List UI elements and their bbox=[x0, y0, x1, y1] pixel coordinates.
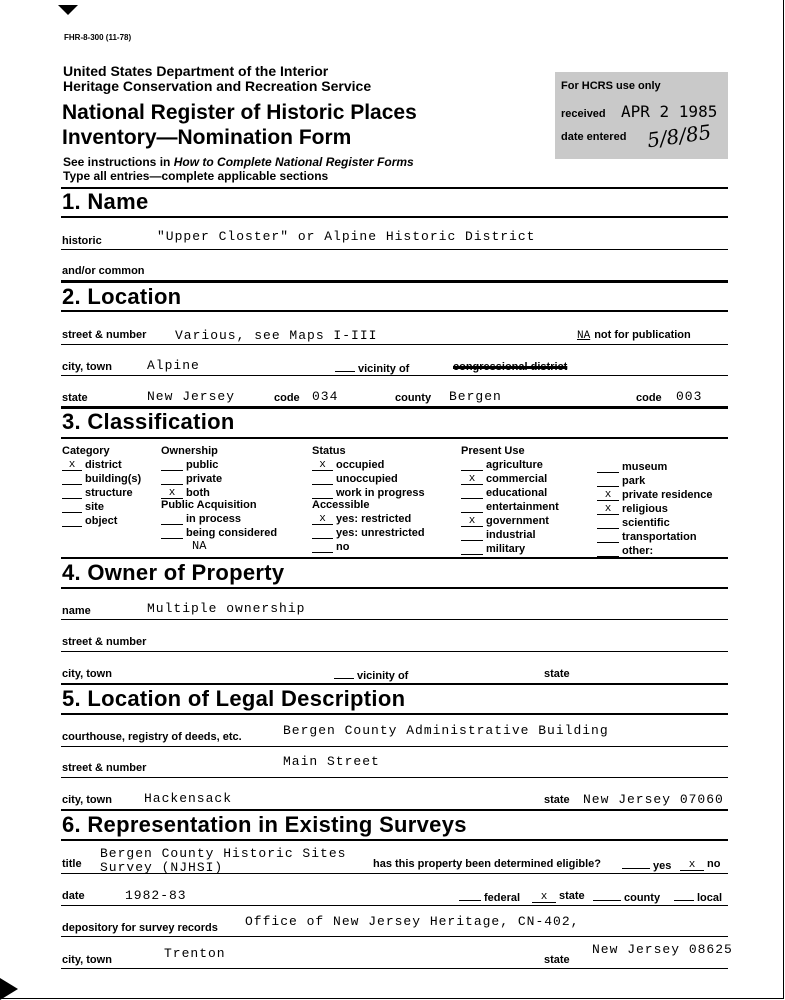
eligible-no-check: x bbox=[680, 860, 704, 871]
ownership-column bbox=[161, 445, 277, 553]
acquisition-check bbox=[161, 538, 183, 539]
present-use-check bbox=[597, 472, 619, 473]
present-use-check bbox=[461, 554, 483, 555]
survey-date-value: 1982-83 bbox=[125, 888, 187, 903]
state-code-value: 034 bbox=[312, 389, 339, 404]
present-use-option-label: museum bbox=[622, 461, 668, 473]
section4-top-rule bbox=[61, 557, 728, 559]
bottom-left-triangle-icon bbox=[0, 978, 18, 1000]
accessible-option-label: yes: restricted bbox=[336, 513, 412, 525]
category-heading: Category bbox=[62, 445, 110, 457]
nfp-label: not for publication bbox=[594, 329, 691, 341]
owner-street-rule bbox=[61, 651, 728, 652]
eligible-yes-blank bbox=[622, 858, 650, 869]
present-use-option-label: commercial bbox=[486, 473, 548, 485]
dept-line2: Heritage Conservation and Recreation Service bbox=[63, 78, 372, 94]
section6-bottom-rule bbox=[61, 839, 728, 841]
present-use-check: x bbox=[461, 516, 483, 527]
county-code-label: code bbox=[636, 392, 662, 404]
state-code-label: code bbox=[274, 392, 300, 404]
section2-top-rule bbox=[61, 281, 728, 283]
not-for-publication bbox=[577, 329, 691, 342]
present-use-check: x bbox=[597, 504, 619, 515]
category-check bbox=[62, 512, 82, 513]
location-city-value: Alpine bbox=[147, 358, 200, 373]
present-use-option[interactable] bbox=[597, 473, 713, 487]
legal-street-label: street & number bbox=[62, 762, 147, 774]
vicinity-blank bbox=[335, 361, 355, 372]
survey-state-field-label: state bbox=[544, 954, 570, 966]
survey-title-line1: Bergen County Historic Sites bbox=[100, 846, 347, 861]
form-title-line2: Inventory—Nomination Form bbox=[62, 126, 352, 149]
location-state-label: state bbox=[62, 392, 88, 404]
legal-state-value: New Jersey 07060 bbox=[583, 792, 724, 807]
county-value: Bergen bbox=[449, 389, 502, 404]
present-use-option-label: military bbox=[486, 543, 526, 555]
ownership-option[interactable] bbox=[161, 485, 277, 499]
status-column bbox=[312, 445, 425, 553]
present-use-option[interactable] bbox=[461, 527, 559, 541]
present-use-option-label: transportation bbox=[622, 531, 697, 543]
survey-date-rule bbox=[61, 905, 728, 906]
present-use-option[interactable] bbox=[597, 515, 713, 529]
stamp-entered-date: 5/8/85 bbox=[645, 119, 713, 153]
form-title-line1: National Register of Historic Places bbox=[62, 101, 417, 124]
survey-city-label: city, town bbox=[62, 954, 112, 966]
acquisition-heading: Public Acquisition bbox=[161, 499, 257, 511]
present-use-option[interactable] bbox=[461, 457, 559, 471]
present-use-option[interactable] bbox=[597, 529, 713, 543]
owner-name-rule bbox=[61, 619, 728, 620]
depository-value: Office of New Jersey Heritage, CN-402, bbox=[245, 914, 580, 929]
survey-county-blank bbox=[593, 890, 621, 901]
present-use-option-label: religious bbox=[622, 503, 668, 515]
owner-city-label: city, town bbox=[62, 668, 112, 680]
vicinity-label: vicinity of bbox=[358, 363, 410, 375]
survey-county-label: county bbox=[624, 892, 661, 904]
stamp-received-date: APR 2 1985 bbox=[621, 102, 718, 121]
section2-bottom-rule bbox=[61, 310, 728, 312]
present-use-option[interactable] bbox=[597, 543, 713, 557]
present-use-option-label: private residence bbox=[622, 489, 713, 501]
present-use-option-label: educational bbox=[486, 487, 548, 499]
historic-value: "Upper Closter" or Alpine Historic District bbox=[157, 229, 536, 244]
owner-state-label: state bbox=[544, 668, 570, 680]
instructions-line1 bbox=[63, 155, 414, 169]
category-option[interactable] bbox=[62, 485, 141, 499]
section4-title: 4. Owner of Property bbox=[62, 560, 285, 585]
location-state-value: New Jersey bbox=[147, 389, 236, 404]
section6-top-rule bbox=[61, 809, 728, 811]
section2-title: 2. Location bbox=[62, 284, 182, 309]
form-id: FHR-8-300 (11-78) bbox=[64, 33, 132, 42]
accessible-option[interactable] bbox=[312, 525, 425, 539]
acquisition-note: NA bbox=[192, 539, 207, 553]
survey-title-label: title bbox=[62, 858, 82, 870]
accessible-option[interactable] bbox=[312, 511, 425, 525]
historic-label: historic bbox=[62, 235, 102, 247]
present-use-check bbox=[461, 470, 483, 471]
survey-state[interactable] bbox=[532, 890, 585, 903]
category-check bbox=[62, 484, 82, 485]
eligible-question: has this property been determined eligible? bbox=[373, 858, 601, 870]
accessible-check: x bbox=[312, 514, 333, 525]
section1-title: 1. Name bbox=[62, 189, 149, 214]
stamp-title: For HCRS use only bbox=[561, 80, 661, 92]
location-city-rule bbox=[61, 375, 728, 376]
present-use-check bbox=[597, 542, 619, 543]
survey-federal-label: federal bbox=[484, 892, 521, 904]
present-use-option[interactable] bbox=[597, 487, 713, 501]
present-use-option[interactable] bbox=[597, 459, 713, 473]
survey-local-blank bbox=[674, 890, 694, 901]
ownership-option-label: public bbox=[186, 459, 219, 471]
courthouse-label: courthouse, registry of deeds, etc. bbox=[62, 731, 242, 743]
instructions-prefix: See instructions in bbox=[63, 155, 174, 169]
ownership-check bbox=[161, 484, 183, 485]
present-use-option-label: industrial bbox=[486, 529, 536, 541]
legal-street-rule bbox=[61, 777, 728, 778]
present-use-option-label: entertainment bbox=[486, 501, 559, 513]
present-use-check bbox=[461, 540, 483, 541]
survey-title-line2: Survey (NJHSI) bbox=[100, 860, 224, 875]
present-use-option[interactable] bbox=[461, 541, 559, 555]
category-check: x bbox=[62, 460, 82, 471]
category-check bbox=[62, 498, 82, 499]
location-street-value: Various, see Maps I-III bbox=[175, 328, 378, 343]
eligible-no-label: no bbox=[707, 858, 721, 870]
eligible-yes[interactable] bbox=[622, 858, 671, 872]
stamp-entered-label: date entered bbox=[561, 131, 627, 143]
present-use-option[interactable] bbox=[597, 501, 713, 515]
owner-vicinity-label: vicinity of bbox=[357, 670, 409, 682]
present-use-column bbox=[461, 445, 559, 555]
acquisition-option[interactable] bbox=[161, 511, 277, 525]
top-left-triangle-icon bbox=[58, 5, 78, 15]
dept-line1: United States Department of the Interior bbox=[63, 63, 329, 79]
present-use-option[interactable] bbox=[461, 499, 559, 513]
acquisition-option-label: being considered bbox=[186, 527, 278, 539]
ownership-check bbox=[161, 470, 183, 471]
nfp-value: NA bbox=[577, 330, 591, 342]
survey-federal-blank bbox=[459, 890, 481, 901]
status-option[interactable] bbox=[312, 485, 425, 499]
eligible-no[interactable] bbox=[680, 858, 720, 871]
present-use-option-label: other: bbox=[622, 545, 654, 557]
county-code-value: 003 bbox=[676, 389, 703, 404]
present-use-column-2 bbox=[597, 459, 713, 557]
present-use-option-label: agriculture bbox=[486, 459, 543, 471]
eligible-yes-label: yes bbox=[653, 860, 672, 872]
legal-city-label: city, town bbox=[62, 794, 112, 806]
survey-city-rule bbox=[61, 968, 728, 969]
present-use-check bbox=[461, 512, 483, 513]
legal-street-value: Main Street bbox=[283, 754, 380, 769]
category-option-label: object bbox=[85, 515, 118, 527]
section1-bottom-rule bbox=[61, 216, 728, 218]
present-use-option[interactable] bbox=[461, 485, 559, 499]
category-option-label: building(s) bbox=[85, 473, 142, 485]
survey-local-label: local bbox=[697, 892, 723, 904]
category-option-label: district bbox=[85, 459, 122, 471]
section4-bottom-rule bbox=[61, 587, 728, 589]
accessible-check bbox=[312, 538, 333, 539]
owner-street-label: street & number bbox=[62, 636, 147, 648]
status-check bbox=[312, 484, 333, 485]
status-option[interactable] bbox=[312, 457, 425, 471]
hcrs-stamp bbox=[555, 72, 728, 159]
survey-state-value: New Jersey 08625 bbox=[592, 942, 733, 957]
ownership-heading: Ownership bbox=[161, 445, 218, 457]
present-use-check: x bbox=[461, 474, 483, 485]
legal-state-label: state bbox=[544, 794, 570, 806]
present-use-check bbox=[461, 498, 483, 499]
section5-top-rule bbox=[61, 683, 728, 685]
owner-vicinity bbox=[334, 668, 408, 682]
instructions-booklet: How to Complete National Register Forms bbox=[173, 155, 414, 169]
acquisition-option[interactable] bbox=[161, 525, 277, 539]
instructions-line2: Type all entries—complete applicable sections bbox=[63, 169, 329, 183]
present-use-option-label: park bbox=[622, 475, 646, 487]
location-street-rule bbox=[61, 344, 728, 345]
category-column bbox=[62, 445, 141, 527]
accessible-option-label: yes: unrestricted bbox=[336, 527, 425, 539]
accessible-check bbox=[312, 552, 333, 553]
owner-name-label: name bbox=[62, 605, 91, 617]
accessible-heading: Accessible bbox=[312, 499, 370, 511]
historic-rule bbox=[61, 249, 728, 250]
ownership-option[interactable] bbox=[161, 471, 277, 485]
owner-vicinity-blank bbox=[334, 668, 354, 679]
depository-label: depository for survey records bbox=[62, 922, 218, 934]
legal-city-value: Hackensack bbox=[144, 791, 233, 806]
present-use-option-label: government bbox=[486, 515, 549, 527]
location-street-label: street & number bbox=[62, 329, 147, 341]
ownership-option-label: both bbox=[186, 487, 210, 499]
accessible-option[interactable] bbox=[312, 539, 425, 553]
location-city-label: city, town bbox=[62, 361, 112, 373]
section3-bottom-rule bbox=[61, 437, 728, 439]
category-option[interactable] bbox=[62, 513, 141, 527]
section5-title: 5. Location of Legal Description bbox=[62, 686, 406, 711]
survey-federal[interactable] bbox=[459, 890, 520, 904]
common-label: and/or common bbox=[62, 265, 145, 277]
courthouse-value: Bergen County Administrative Building bbox=[283, 723, 609, 738]
present-use-check bbox=[597, 486, 619, 487]
ownership-check: x bbox=[161, 488, 183, 499]
category-option[interactable] bbox=[62, 471, 141, 485]
section5-bottom-rule bbox=[61, 713, 728, 715]
present-use-heading: Present Use bbox=[461, 445, 525, 457]
ownership-option-label: private bbox=[186, 473, 223, 485]
present-use-option-label: scientific bbox=[622, 517, 670, 529]
congressional-district-label: congressional district bbox=[453, 361, 568, 373]
ownership-option[interactable] bbox=[161, 457, 277, 471]
category-check bbox=[62, 526, 82, 527]
present-use-check: x bbox=[597, 490, 619, 501]
status-option[interactable] bbox=[312, 471, 425, 485]
survey-local[interactable] bbox=[674, 890, 722, 904]
survey-city-value: Trenton bbox=[164, 946, 226, 961]
section3-title: 3. Classification bbox=[62, 409, 235, 434]
survey-date-label: date bbox=[62, 890, 85, 902]
depository-rule bbox=[61, 936, 728, 937]
stamp-received-label: received bbox=[561, 108, 606, 120]
status-option-label: occupied bbox=[336, 459, 385, 471]
county-label: county bbox=[395, 392, 432, 404]
category-option[interactable] bbox=[62, 499, 141, 513]
status-heading: Status bbox=[312, 445, 346, 457]
accessible-option-label: no bbox=[336, 541, 350, 553]
category-option[interactable] bbox=[62, 457, 141, 471]
category-option-label: site bbox=[85, 501, 104, 513]
survey-state-check: x bbox=[532, 892, 556, 903]
acquisition-option-label: in process bbox=[186, 513, 242, 525]
survey-county[interactable] bbox=[593, 890, 660, 904]
category-option-label: structure bbox=[85, 487, 133, 499]
present-use-option[interactable] bbox=[461, 513, 559, 527]
status-option-label: work in progress bbox=[336, 487, 425, 499]
present-use-check bbox=[597, 528, 619, 529]
status-check: x bbox=[312, 460, 333, 471]
section6-title: 6. Representation in Existing Surveys bbox=[62, 812, 467, 837]
owner-name-value: Multiple ownership bbox=[147, 601, 306, 616]
acquisition-check bbox=[161, 524, 183, 525]
present-use-option[interactable] bbox=[461, 471, 559, 485]
location-vicinity bbox=[335, 361, 409, 375]
courthouse-rule bbox=[61, 746, 728, 747]
survey-state-label: state bbox=[559, 890, 585, 902]
status-option-label: unoccupied bbox=[336, 473, 398, 485]
section1-top-rule bbox=[61, 187, 728, 189]
survey-title-rule bbox=[61, 873, 728, 874]
